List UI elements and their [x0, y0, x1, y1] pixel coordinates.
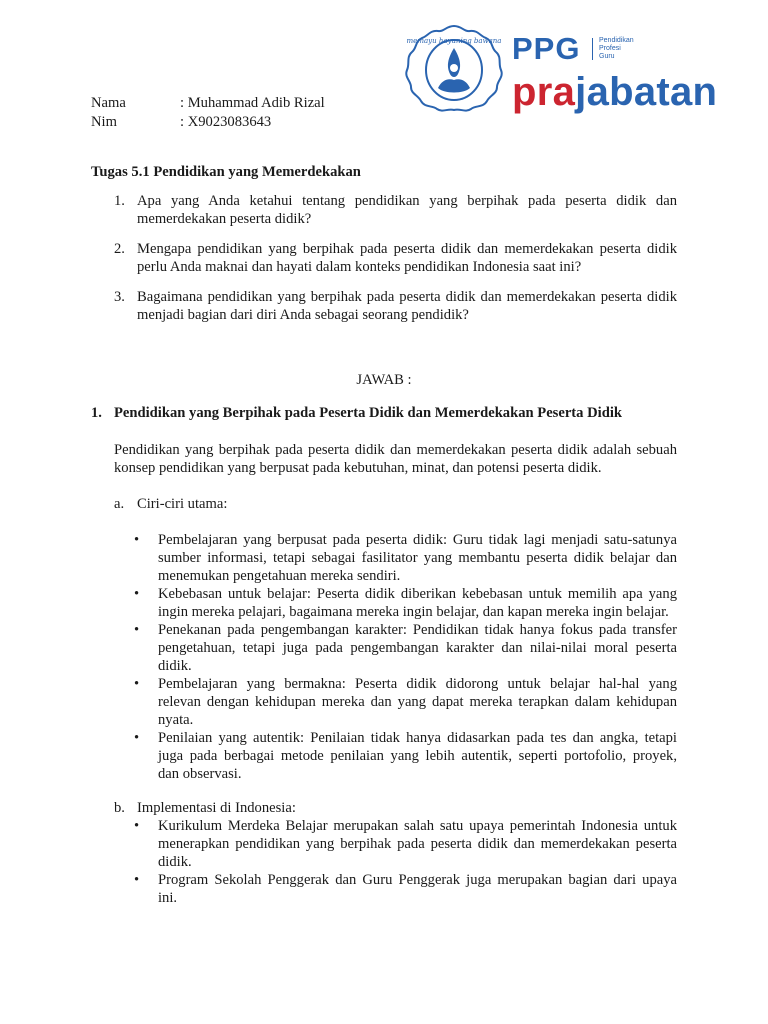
nim-label: Nim	[91, 114, 117, 130]
section-a-letter: a.	[114, 496, 125, 512]
question-number: 1.	[114, 193, 125, 209]
list-item-line: Kurikulum Merdeka Belajar merupakan salah satu upaya pemerintah Indonesia untuk	[158, 818, 677, 834]
bullet-icon: •	[134, 586, 140, 602]
bullet-icon: •	[134, 532, 140, 548]
list-item-line: Kebebasan untuk belajar: Peserta didik diberikan kebebasan untuk memilih apa yang	[158, 586, 677, 602]
question-line: menjadi bagian dari diri Anda sebagai seorang pendidik?	[137, 307, 469, 323]
list-item-text	[158, 871, 677, 907]
nim-value: : X9023083643	[180, 114, 272, 130]
name-value: : Muhammad Adib Rizal	[180, 95, 325, 111]
list-item-line: Pembelajaran yang bermakna: Peserta didik didorong untuk belajar hal-hal yang	[158, 676, 677, 692]
list-item-line: dan observasi.	[158, 766, 242, 782]
list-item-line: menemukan pengetahuan mereka sendiri.	[158, 568, 401, 584]
section-b-label: Implementasi di Indonesia:	[137, 800, 296, 816]
intro-line: Pendidikan yang berpihak pada peserta didik dan memerdekakan peserta didik adalah sebuah	[114, 442, 677, 458]
list-item-line: Pembelajaran yang berpusat pada peserta didik: Guru tidak lagi menjadi satu-satunya	[158, 532, 677, 548]
answer-1-title: Pendidikan yang Berpihak pada Peserta Didik dan Memerdekakan Peserta Didik	[114, 405, 622, 421]
section-a-label: Ciri-ciri utama:	[137, 496, 228, 512]
list-item-line: didik.	[158, 854, 192, 870]
list-item-text	[158, 729, 677, 783]
list-item-line: relevan dengan kehidupan mereka dan yang dapat mereka terapkan dalam kehidupan	[158, 694, 677, 710]
question-line: memerdekakan peserta didik?	[137, 211, 312, 227]
list-item-line: Penekanan pada pengembangan karakter: Pendidikan tidak hanya fokus pada transfer	[158, 622, 677, 638]
intro-line: konsep pendidikan yang berpusat pada kebutuhan, minat, dan potensi peserta didik.	[114, 460, 602, 476]
section-b-letter: b.	[114, 800, 125, 816]
list-item-line: ingin mereka pelajari, bagaimana mereka ingin belajar, dan kapan mereka ingin belajar.	[158, 604, 669, 620]
answer-1-intro	[114, 441, 677, 477]
ppg-sub-line-1: Pendidikan	[599, 37, 634, 44]
answer-1-number: 1.	[91, 405, 102, 421]
list-item-line: Program Sekolah Penggerak dan Guru Penggerak juga merupakan bagian dari upaya	[158, 872, 677, 888]
ppg-logo-subtitle	[599, 37, 659, 61]
bullet-icon: •	[134, 818, 140, 834]
name-label: Nama	[91, 95, 126, 111]
question-number: 2.	[114, 241, 125, 257]
question-line: Mengapa pendidikan yang berpihak pada peserta didik dan memerdekakan peserta didik	[137, 241, 677, 257]
list-item-text	[158, 585, 677, 621]
ppg-prajabatan-logo	[512, 30, 717, 120]
list-item-line: ini.	[158, 890, 178, 906]
question-line: Apa yang Anda ketahui tentang pendidikan yang berpihak pada peserta didik dan	[137, 193, 677, 209]
question-text	[137, 288, 677, 324]
list-item-line: menerapkan pendidikan yang berpihak pada peserta didik dan memerdekakan peserta	[158, 836, 677, 852]
answer-heading: JAWAB :	[356, 372, 412, 388]
list-item-line: sumber informasi, tetapi sebagai fasilitator yang membantu peserta didik belajar dan	[158, 550, 677, 566]
list-item-line: pengetahuan, tetapi juga pada pengembangan karakter dan nilai-nilai moral peserta	[158, 640, 677, 656]
list-item-line: Penilaian yang autentik: Penilaian tidak hanya didasarkan pada tes dan angka, tetapi	[158, 730, 677, 746]
wordmark-jabatan: jabatan	[575, 70, 718, 114]
bullet-icon: •	[134, 730, 140, 746]
bullet-icon: •	[134, 676, 140, 692]
list-item-line: nyata.	[158, 712, 194, 728]
question-number: 3.	[114, 289, 125, 305]
question-line: perlu Anda maknai dan hayati dalam konteks pendidikan Indonesia saat ini?	[137, 259, 582, 275]
question-text	[137, 240, 677, 276]
university-seal-icon	[398, 22, 510, 116]
wordmark-pra: pra	[512, 70, 576, 114]
ppg-sub-line-2: Profesi	[599, 45, 621, 52]
ppg-sub-line-3: Guru	[599, 53, 615, 60]
list-item-text	[158, 817, 677, 871]
question-text	[137, 192, 677, 228]
bullet-icon: •	[134, 872, 140, 888]
prajabatan-wordmark	[512, 70, 717, 114]
seal-text: memayu hayuning bawana	[406, 37, 502, 45]
task-title: Tugas 5.1 Pendidikan yang Memerdekakan	[91, 164, 361, 180]
list-item-text	[158, 675, 677, 729]
list-item-text	[158, 621, 677, 675]
list-item-line: didik.	[158, 658, 192, 674]
ppg-logo-divider	[592, 38, 593, 60]
ppg-logo-text: PPG	[512, 31, 581, 66]
bullet-icon: •	[134, 622, 140, 638]
list-item-text	[158, 531, 677, 585]
list-item-line: juga pada berbagai metode penilaian yang lebih autentik, seperti portofolio, proyek,	[158, 748, 677, 764]
question-line: Bagaimana pendidikan yang berpihak pada peserta didik dan memerdekakan peserta didik	[137, 289, 677, 305]
